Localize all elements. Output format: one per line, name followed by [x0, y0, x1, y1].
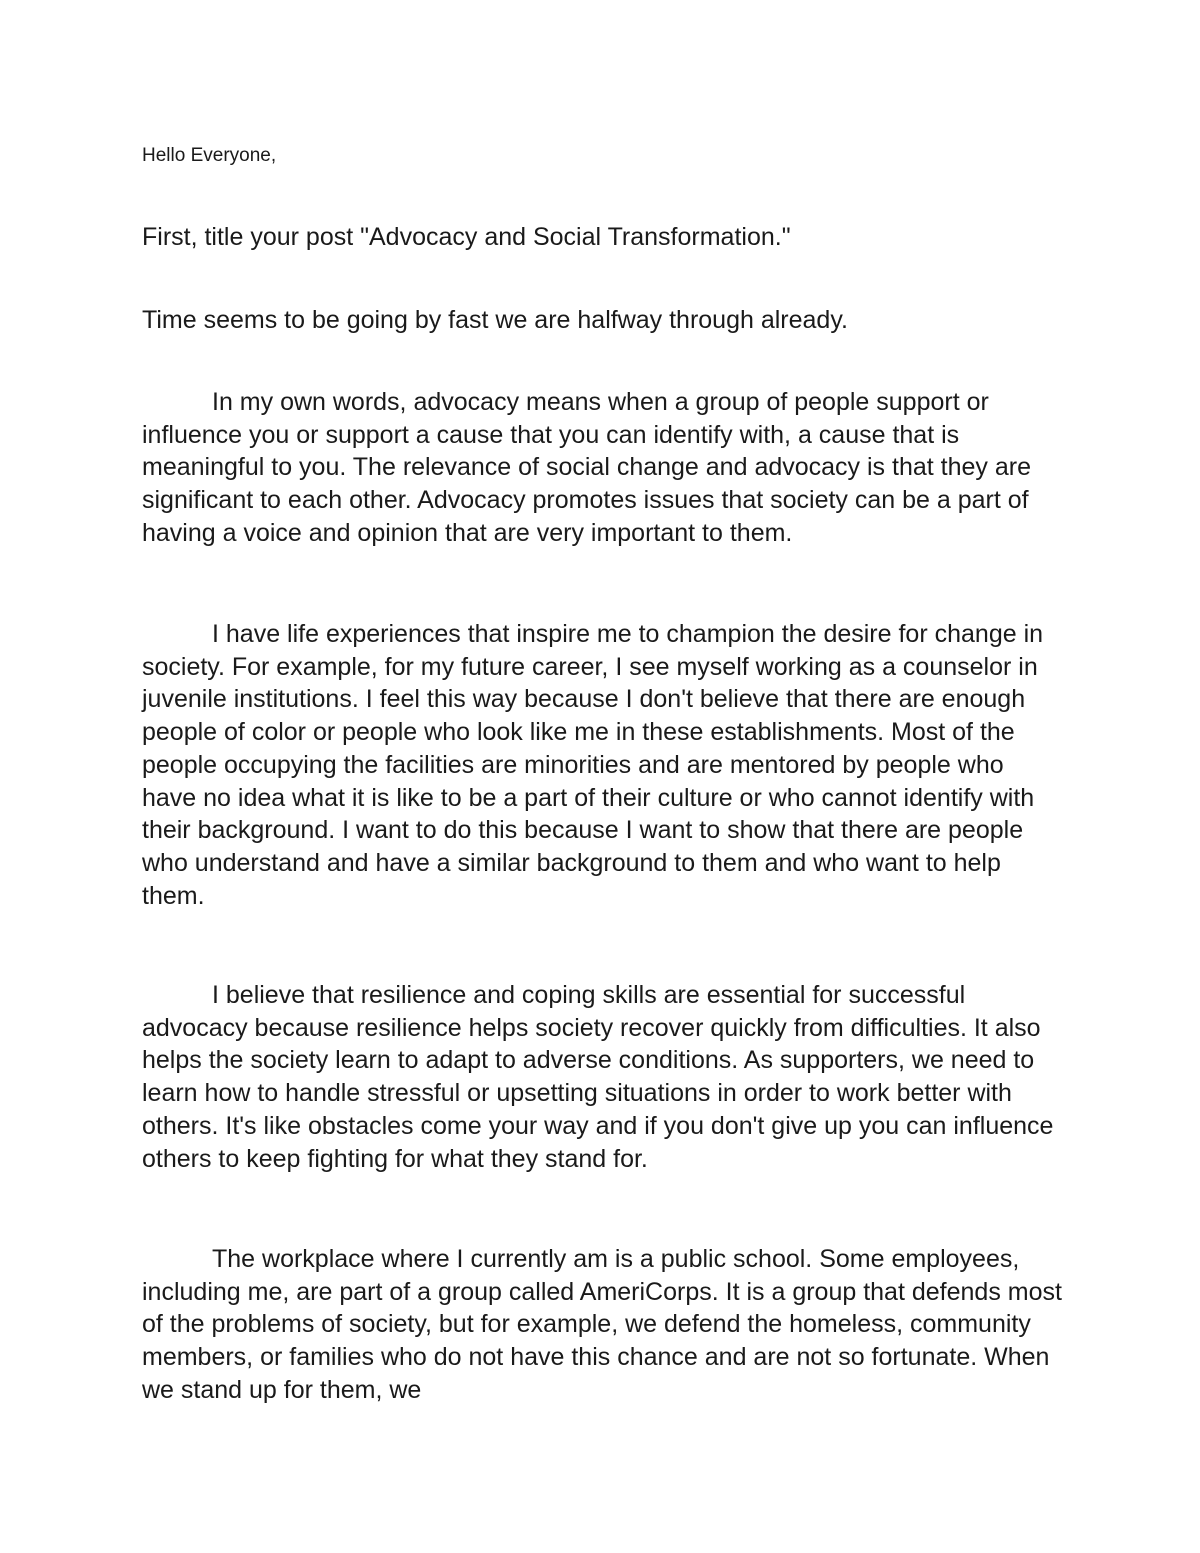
greeting-text: Hello Everyone, — [142, 145, 277, 166]
intro-text: Time seems to be going by fast we are halfway through already. — [142, 306, 848, 334]
paragraph-advocacy-meaning: In my own words, advocacy means when a group of people support or influence you or support a cause that you can identify with, a cause that is meaningful to you. The relevance of social change and advocacy is that they are significant to each other. Advocacy promotes issues that society can be a part of having a voice and opinion that are very important to them. — [142, 388, 1031, 547]
instruction-text: First, title your post "Advocacy and Social Transformation." — [142, 223, 791, 251]
paragraph-life-experiences: I have life experiences that inspire me to champion the desire for change in society. For example, for my future career, I see myself working as a counselor in juvenile institutions. I feel this way because I don't believe that there are enough people of color or people who look like me in these establishments. Most of the people occupying the facilities are minorities and are mentored by people who have no idea what it is like to be a part of their culture or who cannot identify with their background. I want to do this because I want to show that there are people who understand and have a similar background to them and who want to help them. — [142, 620, 1044, 910]
paragraph-resilience: I believe that resilience and coping skills are essential for successful advocacy because resilience helps society recover quickly from difficulties. It also helps the society learn to adapt to adverse conditions. As supporters, we need to learn how to handle stressful or upsetting situations in order to work better with others. It's like obstacles come your way and if you don't give up you can influence others to keep fighting for what they stand for. — [142, 981, 1054, 1173]
paragraph-workplace: The workplace where I currently am is a public school. Some employees, including me, are part of a group called AmeriCorps. It is a group that defends most of the problems of society, but for example, we defend the homeless, community members, or families who do not have this chance and are not so fortunate. When we stand up for them, we — [142, 1245, 1062, 1404]
